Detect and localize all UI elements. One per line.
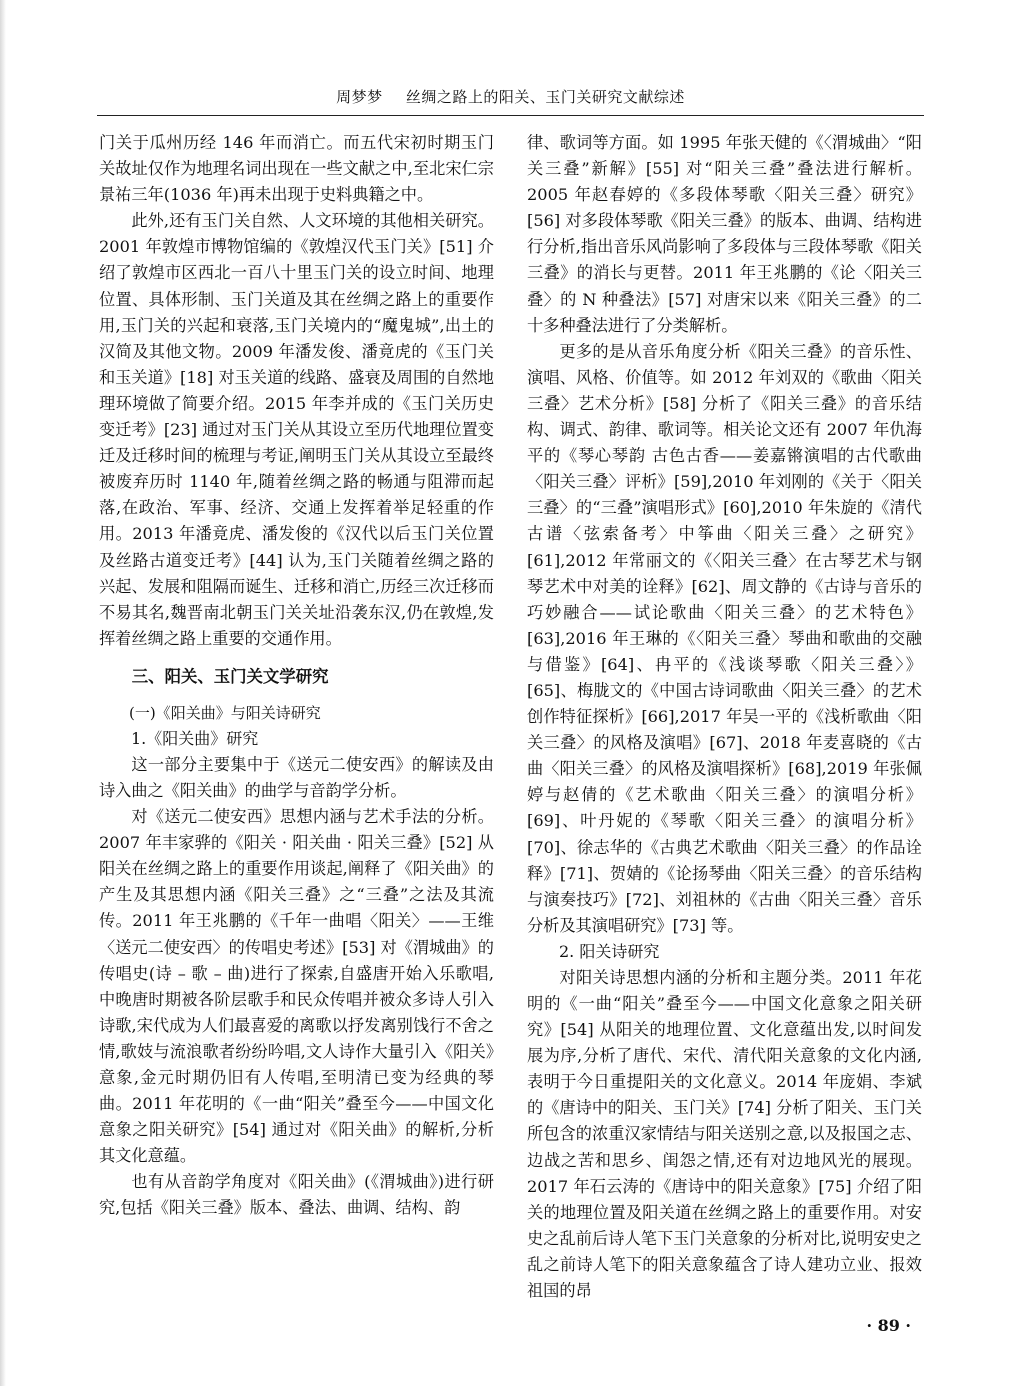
paragraph: 对阳关诗思想内涵的分析和主题分类。2011 年花明的《一曲“阳关”叠至今——中国文化意象之阳关研究》[54] 从阳关的地理位置、文化意蕴出发,以时间发展为序,分析了唐代、宋代、清代阳关意象的文化内涵,表明于今日重提阳关的文化意义。2014 年庞娟、李斌的《唐诗中的阳关、玉门关》[74] 分析了阳关、玉门关所包含的浓重汉家情结与阳关送别之意,以及报国之志、边战之苦和思乡、闺怨之情,还有对边地风光的展现。2017 年石云涛的《唐诗中的阳关意象》[75] 介绍了阳关的地理位置及阳关道在丝绸之路上的重要作用。对安史之乱前后诗人笔下玉门关意象的分析对比,说明安史之乱之前诗人笔下的阳关意象蕴含了诗人建功立业、报效祖国的昂 <box>527 967 922 1301</box>
header-author: 周梦梦 <box>336 88 383 106</box>
paragraph: 律、歌词等方面。如 1995 年张天健的《〈渭城曲〉“阳关三叠”新解》[55] 对“阳关三叠”叠法进行解析。2005 年赵春婷的《多段体琴歌〈阳关三叠〉研究》[56] 对多段体琴歌《阳关三叠》的版本、曲调、结构进行分析,指出音乐风尚影响了多段体与三段体琴歌《阳关三叠》的消长与更替。2011 年王兆鹏的《论〈阳关三叠〉的 N 种叠法》[57] 对唐宋以来《阳关三叠》的二十多种叠法进行了分类解析。 <box>527 133 922 335</box>
running-header <box>97 86 924 116</box>
paragraph: 门关于瓜州历经 146 年而消亡。而五代宋初时期玉门关故址仅作为地理名词出现在一些文献之中,至北宋仁宗景祐三年(1036 年)再未出现于史料典籍之中。 <box>99 133 494 205</box>
section-heading: 1.《阳关曲》研究 <box>131 728 259 748</box>
right-column <box>527 130 922 1304</box>
section-heading: 2. 阳关诗研究 <box>559 941 660 961</box>
page-edge-shadow <box>0 0 6 1386</box>
paragraph: 更多的是从音乐角度分析《阳关三叠》的音乐性、演唱、风格、价值等。如 2012 年刘双的《歌曲〈阳关三叠〉艺术分析》[58] 分析了《阳关三叠》的音乐结构、调式、韵律、歌词等。相关论文还有 2007 年仇海平的《琴心琴韵 古色古香——姜嘉锵演唱的古代歌曲〈阳关三叠〉评析》[59],2010 年刘刚的《关于〈阳关三叠〉的“三叠”演唱形式》[60],2010 年朱旋的《清代古谱〈弦索备考〉中筝曲〈阳关三叠〉之研究》[61],2012 年常丽文的《〈阳关三叠〉在古琴艺术与钢琴艺术中对美的诠释》[62]、周文静的《古诗与音乐的巧妙融合——试论歌曲〈阳关三叠〉的艺术特色》[63],2016 年王琳的《〈阳关三叠〉琴曲和歌曲的交融与借鉴》[64]、冉平的《浅谈琴歌〈阳关三叠〉》[65]、梅胧文的《中国古诗词歌曲〈阳关三叠〉的艺术创作特征探析》[66],2017 年吴一平的《浅析歌曲〈阳关三叠〉的风格及演唱》[67]、2018 年麦喜晓的《古曲〈阳关三叠〉的风格及演唱探析》[68],2019 年张佩婷与赵倩的《艺术歌曲〈阳关三叠〉的演唱分析》[69]、叶丹妮的《琴歌〈阳关三叠〉的演唱分析》[70]、徐志华的《古典艺术歌曲〈阳关三叠〉的作品诠释》[71]、贺婧的《论扬琴曲〈阳关三叠〉的音乐结构与演奏技巧》[72]、刘祖林的《古曲〈阳关三叠〉音乐分析及其演唱研究》[73] 等。 <box>527 341 922 935</box>
paragraph: 对《送元二使安西》思想内涵与艺术手法的分析。2007 年丰家骅的《阳关 · 阳关曲 · 阳关三叠》[52] 从阳关在丝绸之路上的重要作用谈起,阐释了《阳关曲》的产生及其思想内涵《阳关三叠》之“三叠”之法及其流传。2011 年王兆鹏的《千年一曲唱〈阳关〉——王维〈送元二使安西〉的传唱史考述》[53] 对《渭城曲》的传唱史(诗 – 歌 – 曲)进行了探索,自盛唐开始入乐歌唱,中晚唐时期被各阶层歌手和民众传唱并被众多诗人引入诗歌,宋代成为人们最喜爱的离歌以抒发离别饯行不舍之情,歌妓与流浪歌者纷纷吟唱,文人诗作大量引入《阳关》意象,金元时期仍旧有人传唱,至明清已变为经典的琴曲。2011 年花明的《一曲“阳关”叠至今——中国文化意象之阳关研究》[54] 通过对《阳关曲》的解析,分析其文化意蕴。 <box>99 807 494 1166</box>
header-title: 丝绸之路上的阳关、玉门关研究文献综述 <box>405 88 685 106</box>
section-heading: (一)《阳关曲》与阳关诗研究 <box>129 703 321 722</box>
page-number: · 89 · <box>866 1316 911 1335</box>
paragraph: 此外,还有玉门关自然、人文环境的其他相关研究。2001 年敦煌市博物馆编的《敦煌汉代玉门关》[51] 介绍了敦煌市区西北一百八十里玉门关的设立时间、地理位置、具体形制、玉门关道及其在丝绸之路上的重要作用,玉门关的兴起和衰落,玉门关境内的“魔鬼城”,出土的汉简及其他文物。2009 年潘发俊、潘竟虎的《玉门关和玉关道》[18] 对玉关道的线路、盛衰及周围的自然地理环境做了简要介绍。2015 年李并成的《玉门关历史变迁考》[23] 通过对玉门关从其设立至历代地理位置变迁及迁移时间的梳理与考证,阐明玉门关从其设立至最终被废弃历时 1140 年,随着丝绸之路的畅通与阻滞而起落,在政治、军事、经济、交通上发挥着举足轻重的作用。2013 年潘竟虎、潘发俊的《汉代以后玉门关位置及丝路古道变迁考》[44] 认为,玉门关随着丝绸之路的兴起、发展和阻隔而诞生、迁移和消亡,历经三次迁移而不易其名,魏晋南北朝玉门关关址沿袭东汉,仍在敦煌,发挥着丝绸之路上重要的交通作用。 <box>99 211 494 648</box>
section-heading: 三、阳关、玉门关文学研究 <box>131 666 329 686</box>
paragraph: 也有从音韵学角度对《阳关曲》(《渭城曲》)进行研究,包括《阳关三叠》版本、叠法、曲调、结构、韵 <box>99 1172 494 1218</box>
left-column <box>99 130 494 1222</box>
paragraph: 这一部分主要集中于《送元二使安西》的解读及由诗入曲之《阳关曲》的曲学与音韵学分析。 <box>99 754 494 800</box>
